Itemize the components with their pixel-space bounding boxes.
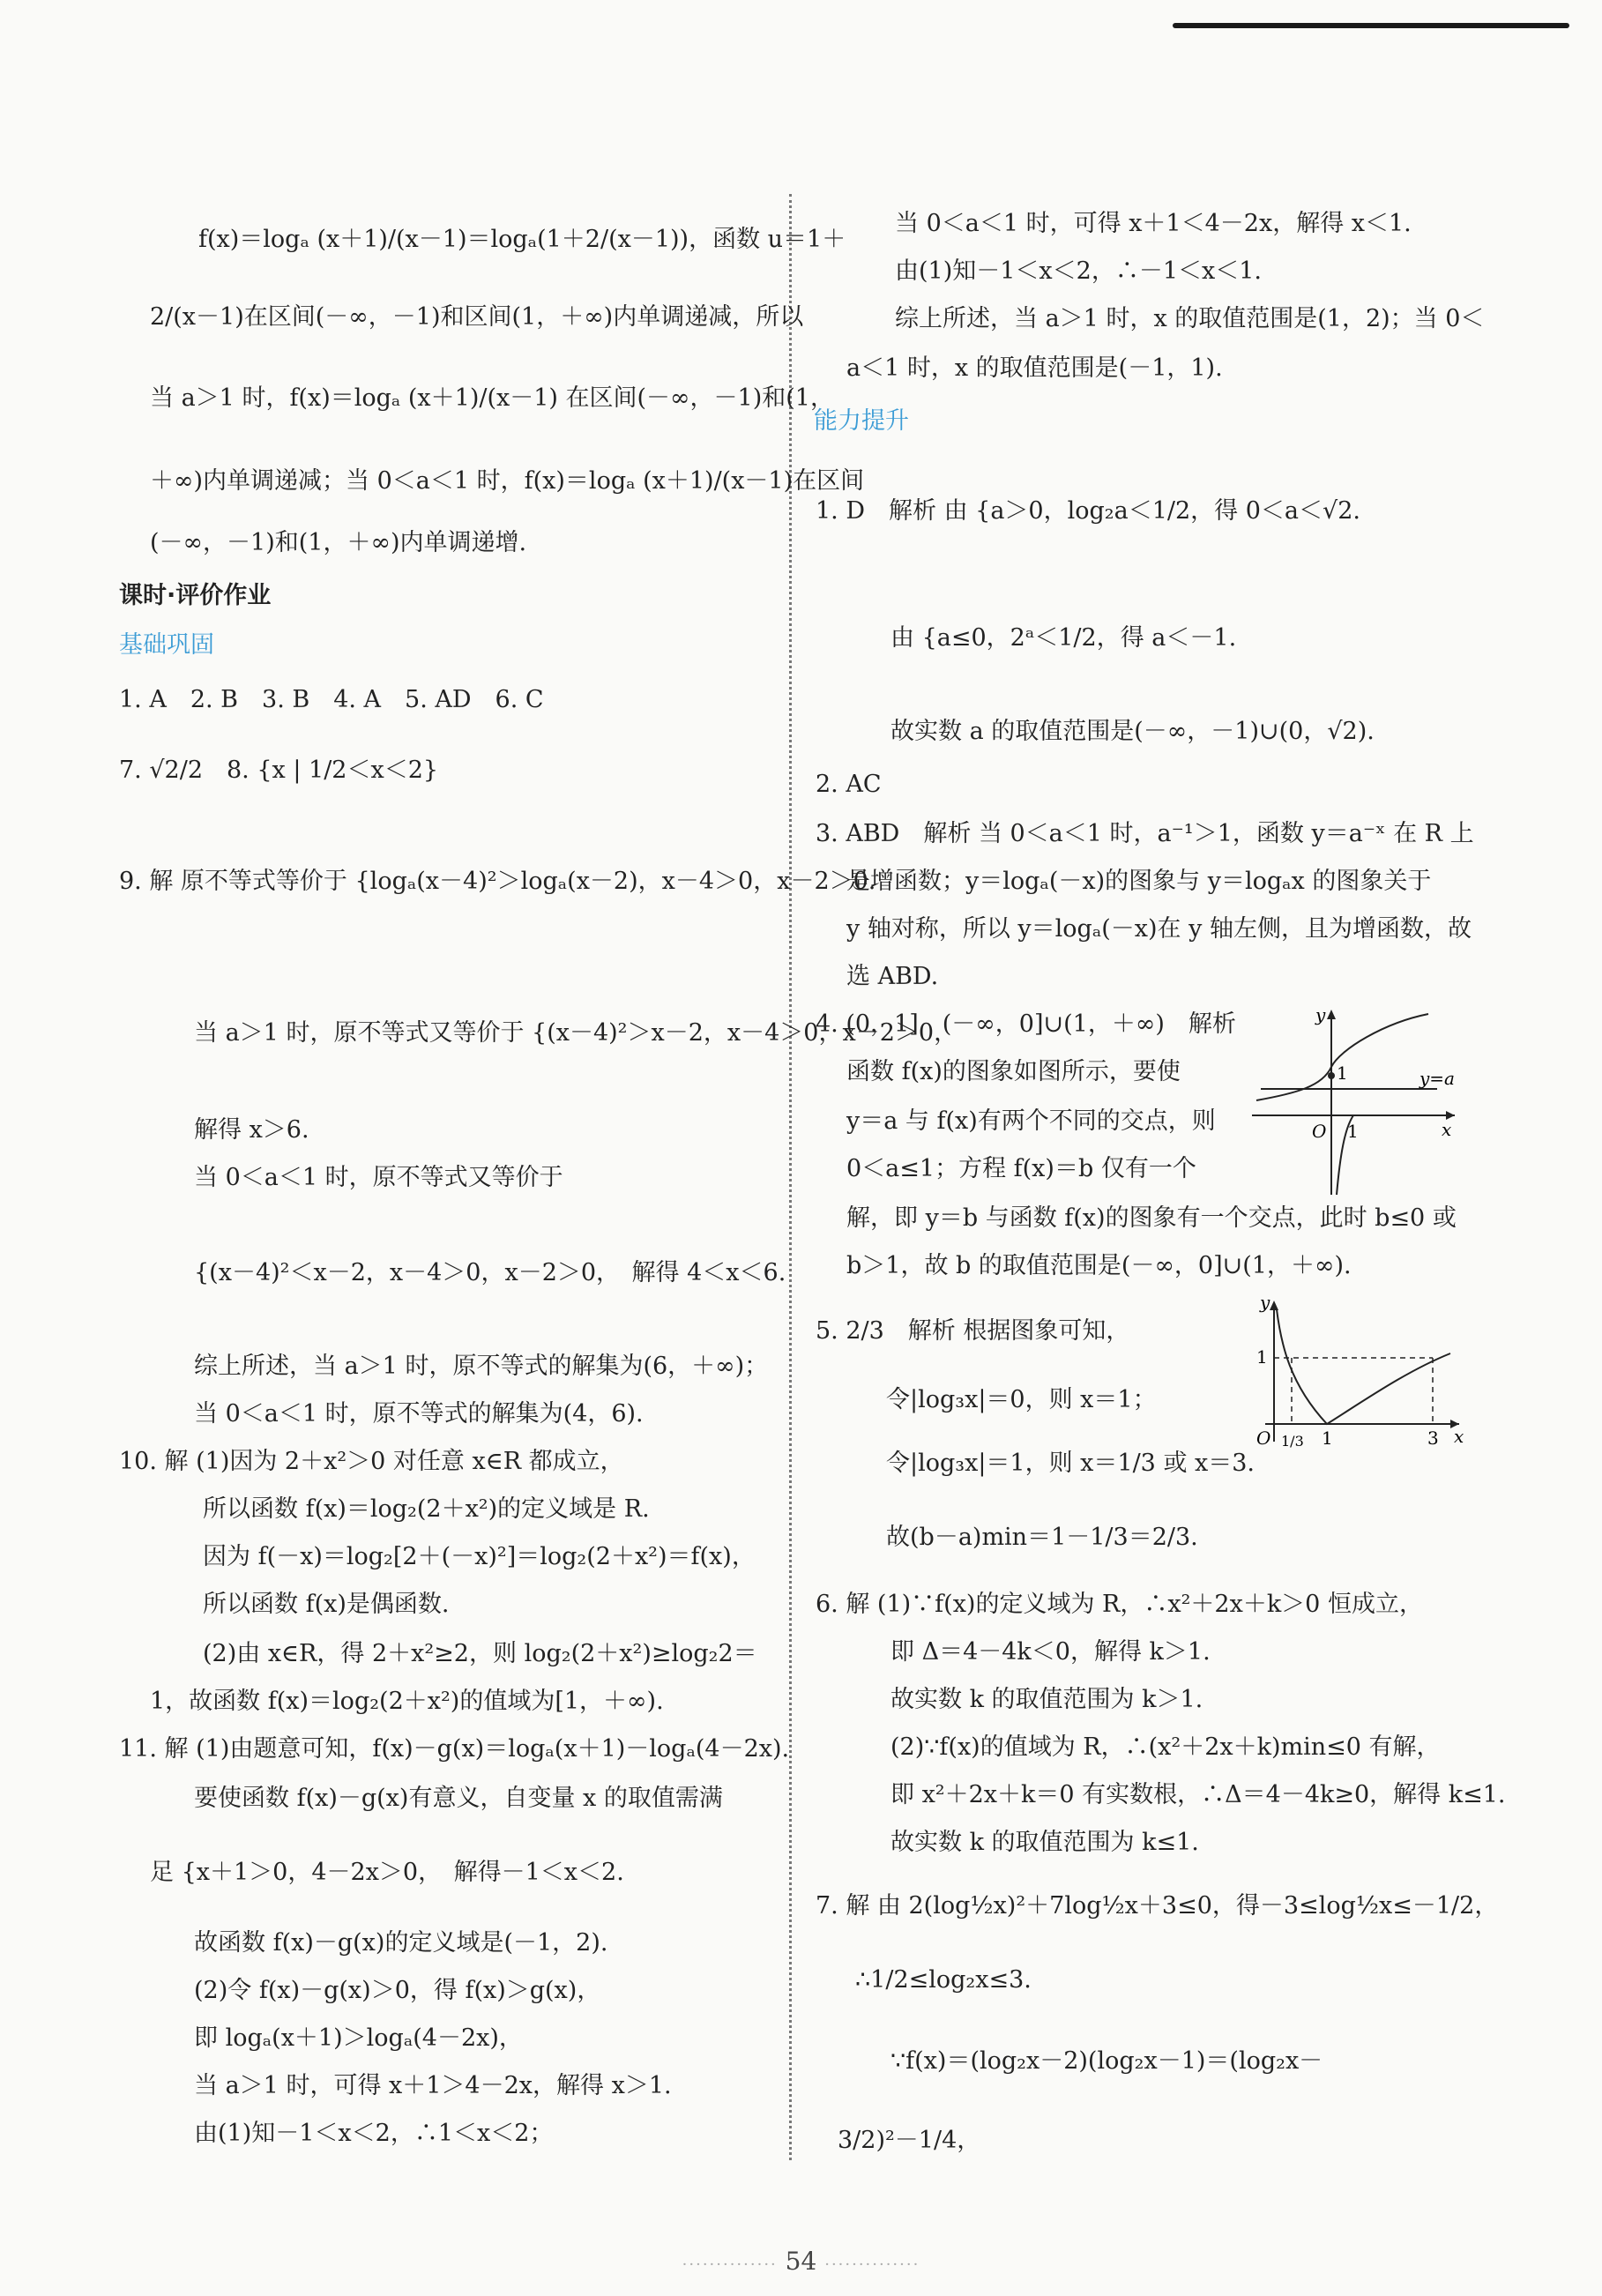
text-line: y 轴对称，所以 y＝logₐ(－x)在 y 轴左侧，且为增函数，故 [846, 915, 1472, 943]
text-line: (－∞，－1)和(1，＋∞)内单调递增. [150, 529, 527, 556]
text-line: 即 x²＋2x＋k＝0 有实数根，∴Δ＝4－4k≥0，解得 k≤1. [890, 1781, 1506, 1808]
text-line: (2)∵f(x)的值域为 R，∴(x²＋2x＋k)min≤0 有解， [890, 1733, 1441, 1761]
text-line: 3/2)²－1/4， [838, 2127, 981, 2154]
text-line: 函数 f(x)的图象如图所示，要使 [846, 1058, 1181, 1085]
text-line: 所以函数 f(x)＝log₂(2＋x²)的定义域是 R. [203, 1495, 650, 1523]
text-line: 解得 x＞6. [194, 1116, 309, 1144]
answer-7: 7. 解 由 2(log½x)²＋7log½x＋3≤0，得－3≤log½x≤－1/2， [816, 1892, 1499, 1920]
tick-label: 1/3 [1281, 1433, 1304, 1450]
tick-label: 1 [1322, 1428, 1333, 1449]
answer-2: 2. AC [816, 771, 882, 798]
text-line: 足 {x＋1＞0，4－2x＞0， 解得－1＜x＜2. [150, 1859, 624, 1886]
answer-6: 6. 解 (1)∵f(x)的定义域为 R，∴x²＋2x＋k＞0 恒成立， [816, 1591, 1423, 1618]
text-line: (2)由 x∈R，得 2＋x²≥2，则 log₂(2＋x²)≥log₂2＝ [203, 1640, 757, 1667]
subsection-heading: 能力提升 [814, 407, 909, 435]
text-line: 选 ABD. [846, 963, 939, 990]
text-line: 即 Δ＝4－4k＜0，解得 k＞1. [890, 1638, 1211, 1666]
text-line: 由(1)知－1＜x＜2，∴1＜x＜2； [194, 2120, 554, 2147]
answer-line: 1. A 2. B 3. B 4. A 5. AD 6. C [119, 686, 544, 713]
page-number-value: 54 [785, 2247, 817, 2276]
text-line: 综上所述，当 a＞1 时，x 的取值范围是(1，2)；当 0＜ [895, 305, 1485, 332]
text-line: ∴1/2≤log₂x≤3. [855, 1966, 1032, 1994]
line-label: y=a [1419, 1068, 1455, 1089]
text-line: 令|log₃x|＝1，则 x＝1/3 或 x＝3. [886, 1450, 1256, 1477]
text-line: y＝a 与 f(x)有两个不同的交点，则 [846, 1107, 1216, 1135]
text-line: 1，故函数 f(x)＝log₂(2＋x²)的值域为[1，＋∞). [150, 1688, 664, 1715]
answer-line: 7. √2/2 8. {x | 1/2＜x＜2} [119, 757, 439, 784]
text-line: 故实数 k 的取值范围为 k≤1. [890, 1829, 1199, 1856]
text-line: 2/(x－1)在区间(－∞，－1)和区间(1，＋∞)内单调递减，所以 [150, 303, 804, 331]
text-line: 当 a＞1 时，f(x)＝logₐ (x＋1)/(x－1) 在区间(－∞，－1)和(1， [150, 384, 834, 412]
text-line: 当 0＜a＜1 时，原不等式的解集为(4，6). [194, 1400, 644, 1428]
text-line: {(x－4)²＜x－2，x－4＞0，x－2＞0， 解得 4＜x＜6. [194, 1259, 786, 1286]
text-line: (2)令 f(x)－g(x)＞0，得 f(x)＞g(x)， [194, 1977, 601, 2004]
text-line: 故实数 a 的取值范围是(－∞，－1)∪(0，√2). [890, 718, 1375, 745]
text-line: 要使函数 f(x)－g(x)有意义，自变量 x 的取值需满 [194, 1785, 723, 1812]
text-line: 当 0＜a＜1 时，可得 x＋1＜4－2x，解得 x＜1. [895, 210, 1412, 237]
text-line: 即 logₐ(x＋1)＞logₐ(4－2x)， [194, 2024, 523, 2052]
text-line: 是增函数；y＝logₐ(－x)的图象与 y＝logₐx 的图象关于 [846, 868, 1432, 895]
tick-label: 1 [1256, 1346, 1268, 1368]
axis-label-y: y [1260, 1296, 1270, 1313]
text-line: b＞1，故 b 的取值范围是(－∞，0]∪(1，＋∞). [846, 1252, 1352, 1279]
text-line: 令|log₃x|＝0，则 x＝1； [886, 1386, 1157, 1413]
origin-label: O [1312, 1121, 1327, 1142]
problem-11: 11. 解 (1)由题意可知，f(x)－g(x)＝logₐ(x＋1)－logₐ(4－2x). [119, 1735, 790, 1763]
tick-label: 1 [1347, 1121, 1359, 1142]
text-line: 所以函数 f(x)是偶函数. [203, 1591, 450, 1618]
graph-problem-5 [1248, 1296, 1468, 1464]
text-line: 综上所述，当 a＞1 时，原不等式的解集为(6，＋∞)； [194, 1353, 769, 1380]
text-line: 故函数 f(x)－g(x)的定义域是(－1，2). [194, 1929, 608, 1957]
text-line: 当 a＞1 时，可得 x＋1＞4－2x，解得 x＞1. [194, 2072, 672, 2099]
problem-9: 9. 解 原不等式等价于 {logₐ(x－4)²＞logₐ(x－2)，x－4＞0，x－2＞0. [119, 868, 876, 895]
tick-label: 1 [1337, 1062, 1348, 1084]
section-heading: 课时·评价作业 [119, 582, 272, 609]
text-line: 由 {a≤0，2ᵃ＜1/2，得 a＜－1. [890, 624, 1237, 652]
graph-problem-4 [1252, 1005, 1464, 1199]
text-line: 当 a＞1 时，原不等式又等价于 {(x－4)²＞x－2，x－4＞0，x－2＞0， [194, 1019, 958, 1047]
tick-label: 3 [1427, 1428, 1439, 1449]
origin-label: O [1256, 1428, 1271, 1449]
text-line: ＋∞)内单调递减；当 0＜a＜1 时，f(x)＝logₐ (x＋1)/(x－1)在区间 [150, 467, 865, 495]
axis-label-y: y [1315, 1005, 1326, 1025]
text-line: 0＜a≤1；方程 f(x)＝b 仅有一个 [846, 1155, 1196, 1182]
answer-3: 3. ABD 解析 当 0＜a＜1 时，a⁻¹＞1，函数 y＝a⁻ˣ 在 R 上 [816, 820, 1474, 847]
text-line: 故(b－a)min＝1－1/3＝2/3. [886, 1524, 1198, 1551]
axis-label-x: x [1442, 1119, 1452, 1140]
text-line: 当 0＜a＜1 时，原不等式又等价于 [194, 1164, 563, 1191]
text-line: 因为 f(－x)＝log₂[2＋(－x)²]＝log₂(2＋x²)＝f(x)， [203, 1543, 756, 1570]
text-line: 解，即 y＝b 与函数 f(x)的图象有一个交点，此时 b≤0 或 [846, 1204, 1457, 1232]
answer-4: 4. (0，1] (－∞，0]∪(1，＋∞) 解析 [816, 1010, 1236, 1038]
text-line: 由(1)知－1＜x＜2，∴－1＜x＜1. [895, 257, 1262, 285]
answer-1: 1. D 解析 由 {a＞0，log₂a＜1/2，得 0＜a＜√2. [816, 497, 1360, 525]
problem-10: 10. 解 (1)因为 2＋x²＞0 对任意 x∈R 都成立， [119, 1448, 624, 1475]
subsection-heading: 基础巩固 [119, 631, 214, 659]
answer-5: 5. 2/3 解析 根据图象可知， [816, 1317, 1130, 1345]
text-line: ∵f(x)＝(log₂x－2)(log₂x－1)＝(log₂x－ [890, 2047, 1323, 2075]
page-number: ·············· 54 ·············· [682, 2247, 920, 2276]
axis-label-x: x [1454, 1426, 1464, 1447]
text-line: f(x)＝logₐ (x＋1)/(x－1)＝logₐ(1＋2/(x－1))，函数 u＝1＋ [198, 226, 846, 253]
text-line: 故实数 k 的取值范围为 k＞1. [890, 1686, 1203, 1713]
text-line: a＜1 时，x 的取值范围是(－1，1). [846, 354, 1223, 382]
top-rule [1173, 23, 1569, 28]
